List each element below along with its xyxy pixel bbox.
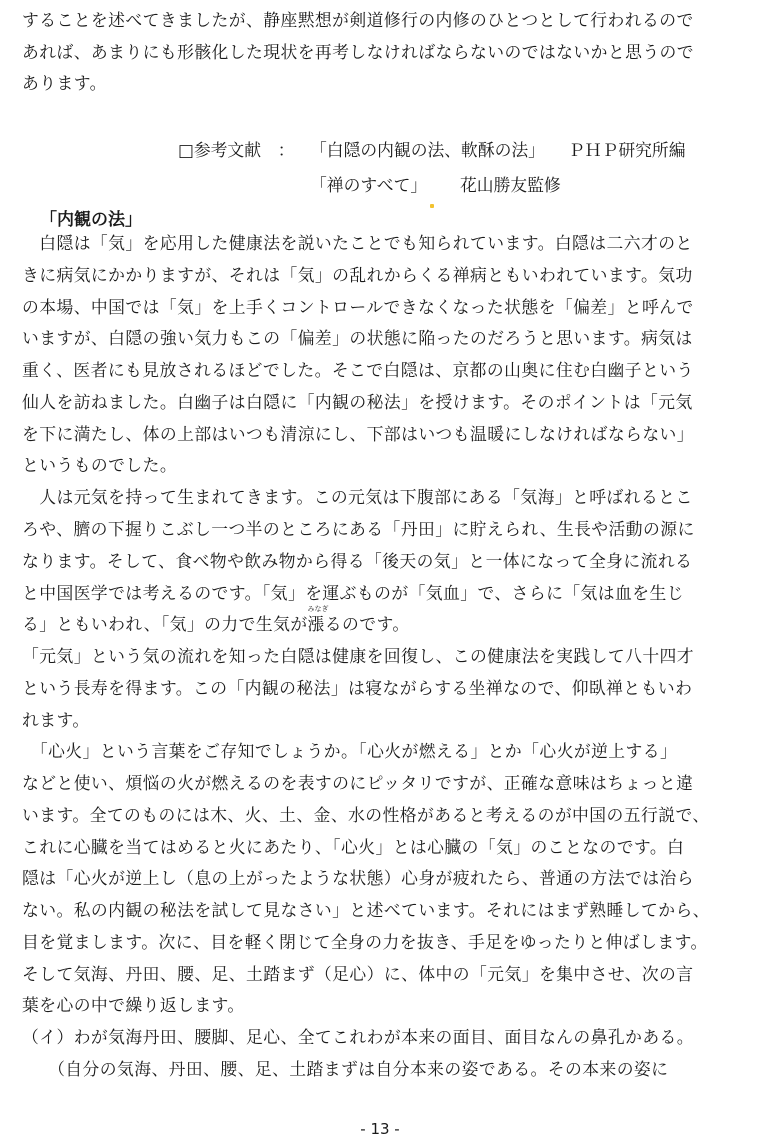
intro-line-1: することを述べてきましたが、静座黙想が剣道修行の内修のひとつとして行われるので — [22, 10, 694, 30]
ruby-reading: みなぎ — [307, 605, 329, 613]
body-line-1: 白隠は「気」を応用した健康法を説いたことでも知られています。白隠は二六才のと — [22, 233, 693, 253]
body-line-12: と中国医学では考えるのです。「気」を運ぶものが「気血」で、さらに「気は血を生じ — [22, 583, 684, 603]
body-line-6: 仙人を訪ねました。白幽子は白隠に「内観の秘法」を授けます。そのポイントは「元気 — [22, 392, 693, 412]
body2-line-7: これに心臓を当てはめると火にあたり、「心火」とは心臓の「気」のことなのです。白 — [22, 837, 685, 857]
body-line-2: きに病気にかかりますが、それは「気」の乱れからくる禅病ともいわれています。気功 — [22, 265, 693, 285]
reference-entry-1 — [178, 137, 686, 161]
reference-source-1: ＰＨＰ研究所編 — [568, 140, 686, 160]
reference-entry-2 — [310, 172, 561, 196]
body2-line-8: 隠は「心火が逆上し（息の上がったような状態）心身が疲れたら、普通の方法では治ら — [22, 868, 695, 888]
body2-line-11: そして気海、丹田、腰、足、土踏まず（足心）に、体中の「元気」を集中させ、次の言 — [22, 964, 694, 984]
body-line-3: の本場、中国では「気」を上手くコントロールできなくなった状態を「偏差」と呼んで — [22, 297, 694, 317]
section-title: 「内観の法」 — [40, 210, 142, 230]
body-line-ruby — [22, 605, 722, 634]
intro-line-2: あれば、あまりにも形骸化した現状を再考しなければならないのではないかと思うので — [22, 42, 695, 62]
reference-label: □参考文献 ： — [178, 140, 295, 160]
reference-source-2: 花山勝友監修 — [460, 175, 561, 195]
body2-line-14: （自分の気海、丹田、腰、足、土踏まずは自分本来の姿である。その本来の姿に — [22, 1059, 669, 1079]
ruby-base: 漲 — [307, 614, 325, 634]
body-line-9: 人は元気を持って生まれてきます。この元気は下腹部にある「気海」と呼ばれるとこ — [22, 487, 693, 507]
body2-line-3: れます。 — [22, 710, 90, 730]
body-line-10: ろや、臍の下握りこぶし一つ半のところにある「丹田」に貯えられ、生長や活動の源に — [22, 519, 695, 539]
ruby-word — [307, 605, 329, 634]
body2-line-5: などと使い、煩悩の火が燃えるのを表すのにピッタリですが、正確な意味はちょっと違 — [22, 773, 694, 793]
body2-line-13: （イ）わが気海丹田、腰脚、足心、全てこれわが本来の面目、面目なんの鼻孔かある。 — [22, 1027, 695, 1047]
body2-line-12: 葉を心の中で繰り返します。 — [22, 995, 245, 1015]
ruby-line-after: るのです。 — [324, 614, 410, 634]
body2-line-9: ない。私の内観の秘法を試して見なさい」と述べています。それにはまず熟睡してから、 — [22, 900, 710, 920]
body-line-4: いますが、白隠の強い気力もこの「偏差」の状態に陥ったのだろうと思います。病気は — [22, 328, 693, 348]
reference-title-2: 「禅のすべて」 — [310, 175, 428, 195]
body-line-7: を下に満たし、体の上部はいつも清涼にし、下部はいつも温暖にしなければならない」 — [22, 424, 695, 444]
body2-line-10: 目を覚まします。次に、目を軽く閉じて全身の力を抜き、手足をゆったりと伸ばします。 — [22, 932, 708, 952]
body-line-11: なります。そして、食べ物や飲み物から得る「後天の気」と一体になって全身に流れる — [22, 551, 693, 571]
body2-line-6: います。全てのものには木、火、土、金、水の性格があると考えるのが中国の五行説で、 — [22, 805, 710, 825]
reference-title-1: 「白隠の内観の法、軟酥の法」 — [310, 140, 545, 160]
ruby-line-before: る」ともいわれ、「気」の力で生気が — [22, 614, 308, 634]
body2-line-2: という長寿を得ます。この「内観の秘法」は寝ながらする坐禅なので、仰臥禅ともいわ — [22, 678, 693, 698]
body-line-8: というものでした。 — [22, 455, 178, 475]
page-number: - 13 - — [360, 1120, 400, 1138]
body2-line-1: 「元気」という気の流れを知った白隠は健康を回復し、この健康法を実践して八十四才 — [22, 646, 695, 666]
print-speck — [430, 204, 434, 208]
body2-line-4: 「心火」という言葉をご存知でしょうか。「心火が燃える」とか「心火が逆上する」 — [22, 741, 678, 761]
body-line-5: 重く、医者にも見放されるほどでした。そこで白隠は、京都の山奥に住む白幽子という — [22, 360, 694, 380]
intro-line-3: あります。 — [22, 73, 107, 93]
